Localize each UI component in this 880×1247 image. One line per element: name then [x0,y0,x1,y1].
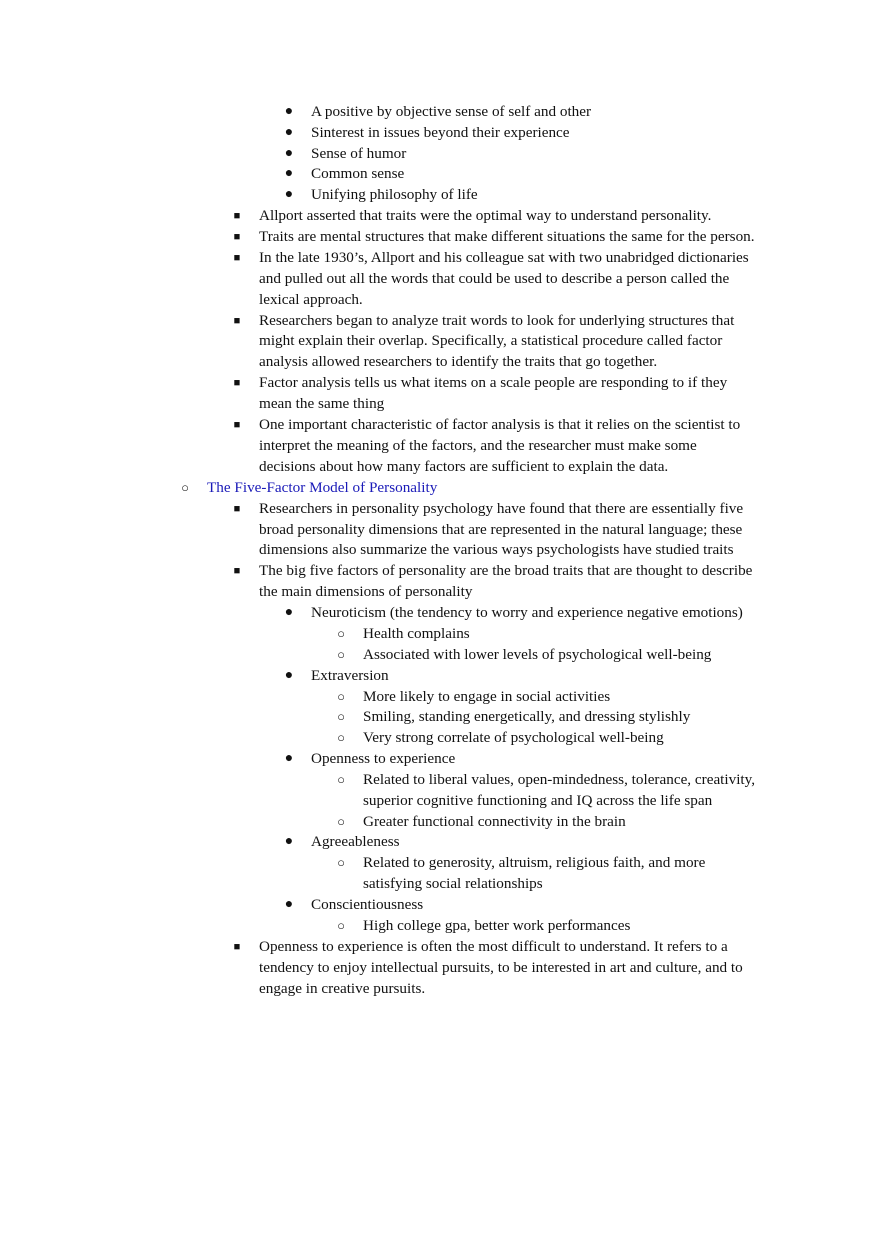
square-bullet: ■ [233,941,241,953]
square-bullet: ■ [233,315,241,327]
circle-bullet: ○ [337,730,345,745]
sub-item: Related to generosity, altruism, religious faith, and more [363,854,706,871]
list-item: Researchers in personality psychology have found that there are essentially five [259,500,744,517]
list-item-continuation: analysis allowed researchers to identify the traits that go together. [259,353,658,370]
list-item: One important characteristic of factor analysis is that it relies on the scientist to [259,416,741,433]
circle-bullet: ○ [337,709,345,724]
disc-bullet: ● [284,125,294,140]
list-item-continuation: mean the same thing [259,395,385,412]
list-item-continuation: might explain their overlap. Specifically, a statistical procedure called factor [259,332,723,349]
sub-item: Associated with lower levels of psychological well-being [363,646,712,663]
sub-item: Health complains [363,625,470,642]
section-heading-link[interactable]: The Five-Factor Model of Personality [207,479,438,496]
list-item-continuation: lexical approach. [259,291,363,308]
list-item-continuation: engage in creative pursuits. [259,980,426,997]
list-item: Factor analysis tells us what items on a scale people are responding to if they [259,374,728,391]
list-item: Sense of humor [311,145,407,162]
square-bullet: ■ [233,252,241,264]
list-item-continuation: and pulled out all the words that could be used to describe a person called the [259,270,730,287]
disc-bullet: ● [284,187,294,202]
circle-bullet: ○ [337,647,345,662]
list-item: Traits are mental structures that make different situations the same for the person. [259,228,755,245]
list-item-continuation: dimensions also summarize the various ways psychologists have studied traits [259,541,734,558]
list-item: Sinterest in issues beyond their experience [311,124,570,141]
disc-bullet: ● [284,751,294,766]
list-item: Researchers began to analyze trait words to look for underlying structures that [259,312,735,329]
sub-item: Related to liberal values, open-mindedness, tolerance, creativity, [363,771,756,788]
factor-extraversion: Extraversion [311,667,389,684]
circle-bullet: ○ [337,814,345,829]
disc-bullet: ● [284,668,294,683]
list-item: Unifying philosophy of life [311,186,478,203]
list-item: Openness to experience is often the most difficult to understand. It refers to a [259,938,728,955]
square-bullet: ■ [233,565,241,577]
factor-conscientiousness: Conscientiousness [311,896,424,913]
list-item: A positive by objective sense of self and other [311,103,592,120]
list-item-continuation: tendency to enjoy intellectual pursuits, to be interested in art and culture, and to [259,959,743,976]
square-bullet: ■ [233,503,241,515]
list-item: Allport asserted that traits were the optimal way to understand personality. [259,207,712,224]
sub-item: High college gpa, better work performances [363,917,631,934]
list-item: In the late 1930’s, Allport and his colleague sat with two unabridged dictionaries [259,249,749,266]
factor-openness: Openness to experience [311,750,456,767]
disc-bullet: ● [284,834,294,849]
sub-item: More likely to engage in social activities [363,688,611,705]
circle-bullet: ○ [181,480,189,495]
square-bullet: ■ [233,231,241,243]
circle-bullet: ○ [337,855,345,870]
disc-bullet: ● [284,166,294,181]
sub-item-continuation: superior cognitive functioning and IQ across the life span [363,792,713,809]
disc-bullet: ● [284,605,294,620]
list-item-continuation: the main dimensions of personality [259,583,473,600]
disc-bullet: ● [284,897,294,912]
list-item-continuation: decisions about how many factors are sufficient to explain the data. [259,458,669,475]
circle-bullet: ○ [337,626,345,641]
list-item-continuation: interpret the meaning of the factors, and the researcher must make some [259,437,697,454]
list-item: The big five factors of personality are the broad traits that are thought to describe [259,562,753,579]
disc-bullet: ● [284,104,294,119]
sub-item: Smiling, standing energetically, and dressing stylishly [363,708,691,725]
factor-agreeableness: Agreeableness [311,833,400,850]
sub-item: Very strong correlate of psychological well-being [363,729,664,746]
disc-bullet: ● [284,146,294,161]
factor-neuroticism: Neuroticism (the tendency to worry and experience negative emotions) [311,604,743,621]
square-bullet: ■ [233,377,241,389]
list-item-continuation: broad personality dimensions that are represented in the natural language; these [259,521,743,538]
square-bullet: ■ [233,210,241,222]
sub-item: Greater functional connectivity in the brain [363,813,626,830]
sub-item-continuation: satisfying social relationships [363,875,543,892]
list-item: Common sense [311,165,405,182]
circle-bullet: ○ [337,772,345,787]
square-bullet: ■ [233,419,241,431]
circle-bullet: ○ [337,918,345,933]
circle-bullet: ○ [337,689,345,704]
